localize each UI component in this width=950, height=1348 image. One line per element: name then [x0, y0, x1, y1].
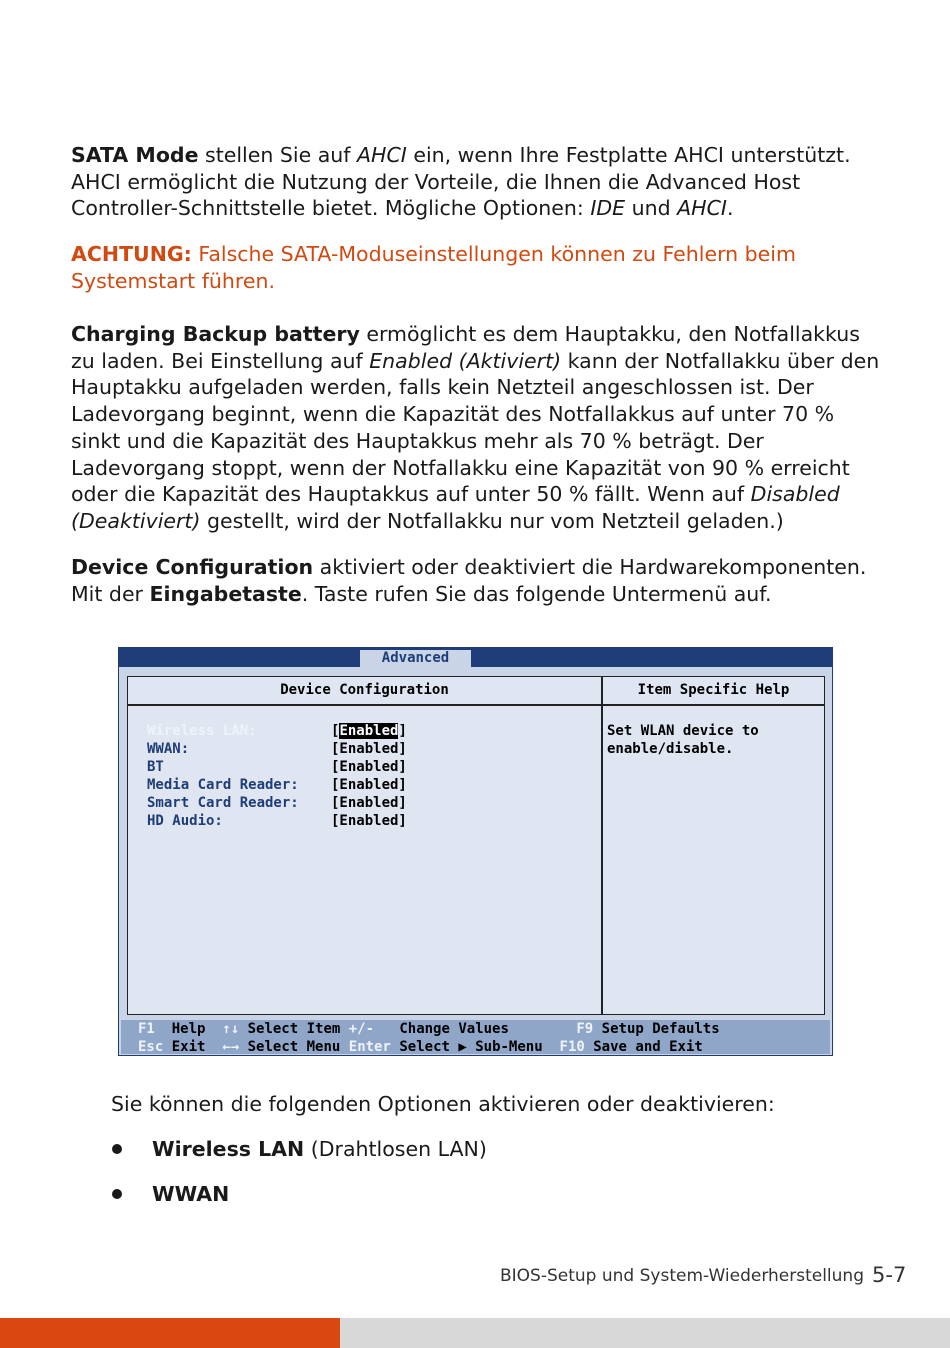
warning-note: ACHTUNG: Falsche SATA-Moduseinstellungen können zu Fehlern beim Systemstart führen.: [71, 242, 796, 293]
bullet-item-wwan: WWAN: [152, 1182, 230, 1206]
bios-item-value[interactable]: [Enabled]: [331, 777, 407, 793]
bios-item-label: Smart Card Reader:: [147, 795, 299, 811]
bios-item-label: Media Card Reader:: [147, 777, 299, 793]
device-config-paragraph: Device Configuration aktiviert oder deaktiviert die Hardwarekomponenten. Mit der Eingabetaste. Taste rufen Sie das folgende Untermenü auf.: [71, 555, 867, 606]
bios-item-value[interactable]: [Enabled]: [331, 723, 407, 739]
charging-backup-paragraph: Charging Backup battery ermöglicht es dem Hauptakku, den Notfallakkus zu laden. Bei Einstellung auf Enabled (Aktiviert) kann der Notfallakku über den Hauptakku aufgeladen werden, falls kein Netzteil angeschlossen ist. Der Ladevorgang beginnt, wenn die Kapazität des Notfallakkus auf unter 70 % sinkt und die Kapazität des Hauptakkus mehr als 70 % beträgt. Der Ladevorgang stoppt, wenn der Notfallakku eine Kapazität von 90 % erreicht oder die Kapazität des Hauptakkus auf unter 50 % fällt. Wenn auf Disabled (Deaktiviert) gestellt, wird der Notfallakku nur vom Netzteil geladen.): [71, 322, 880, 533]
bios-item-label: HD Audio:: [147, 813, 223, 829]
bios-item-value[interactable]: [Enabled]: [331, 795, 407, 811]
bios-item-label: BT: [147, 759, 164, 775]
page-number: 5-7: [872, 1263, 907, 1287]
bios-help-text: Set WLAN device to enable/disable.: [607, 723, 759, 757]
bios-item-value[interactable]: [Enabled]: [331, 759, 407, 775]
bios-screen: [118, 647, 833, 1056]
bios-item-label: WWAN:: [147, 741, 190, 757]
bios-item-value[interactable]: [Enabled]: [331, 741, 407, 757]
options-intro: Sie können die folgenden Optionen aktivieren oder deaktivieren:: [111, 1092, 775, 1116]
bios-divider-horizontal: [128, 704, 824, 706]
sata-mode-paragraph: SATA Mode stellen Sie auf AHCI ein, wenn Ihre Festplatte AHCI unterstützt. AHCI ermöglicht die Nutzung der Vorteile, die Ihnen die Advanced Host Controller-Schnittstelle bietet. Mögliche Optionen: IDE und AHCI.: [71, 143, 851, 221]
bullet-item-wireless-lan: Wireless LAN (Drahtlosen LAN): [152, 1137, 487, 1161]
footer-accent-bar: [0, 1318, 340, 1348]
bios-item-label: Wireless LAN:: [147, 723, 257, 739]
bullet-dot: [112, 1144, 122, 1154]
bios-menu-bar: [119, 648, 832, 667]
bios-divider-vertical: [601, 677, 603, 1014]
bios-item-value[interactable]: [Enabled]: [331, 813, 407, 829]
bios-key-legend-row-1: F1 Help ↑↓ Select Item +/- Change Values F9 Setup Defaults: [138, 1021, 720, 1037]
chapter-title: BIOS-Setup und System-Wiederherstellung: [500, 1266, 864, 1286]
bios-main-frame: [127, 676, 825, 1015]
footer-gray-bar: [340, 1318, 950, 1348]
tab-advanced[interactable]: Advanced: [360, 650, 471, 667]
bios-section-title: Device Configuration: [280, 682, 449, 698]
bios-key-legend-row-2: Esc Exit ←→ Select Menu Enter Select ▶ Sub-Menu F10 Save and Exit: [138, 1039, 703, 1055]
bullet-dot: [112, 1189, 122, 1199]
bios-key-legend: [121, 1020, 830, 1054]
bios-help-title: Item Specific Help: [637, 682, 790, 698]
